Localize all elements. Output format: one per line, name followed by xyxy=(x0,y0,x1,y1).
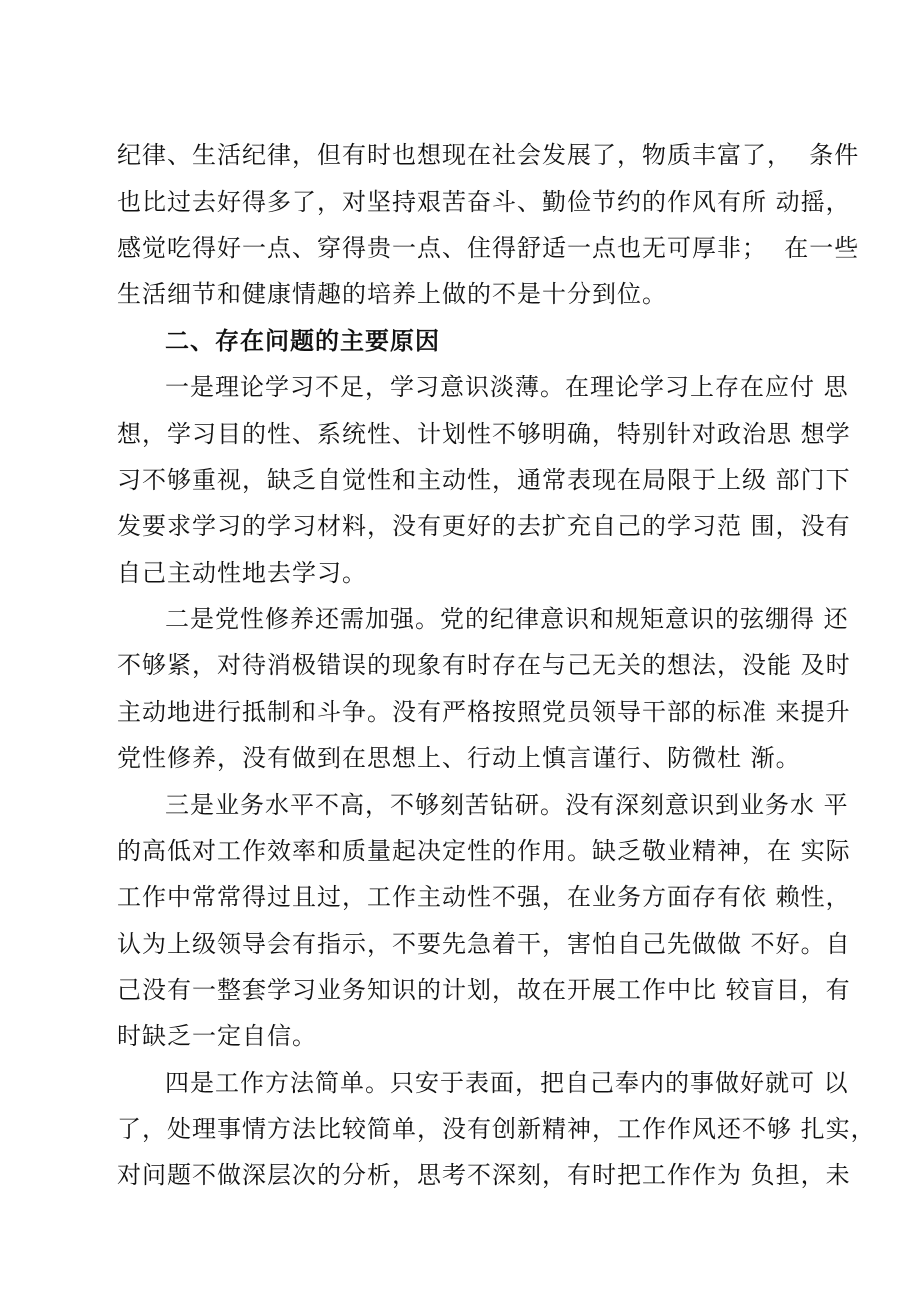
text-line: 生活细节和健康情趣的培养上做的不是十分到位。 xyxy=(117,280,667,308)
text-line: 主动地进行抵制和斗争。没有严格按照党员领导干部的标准 来提升 xyxy=(117,698,851,726)
text-line: 工作中常常得过且过，工作主动性不强，在业务方面存有依 赖性， xyxy=(117,883,851,911)
text-line: 的高低对工作效率和质量起决定性的作用。缺乏敬业精神，在 实际 xyxy=(117,837,851,865)
text-line: 三是业务水平不高，不够刻苦钻研。没有深刻意识到业务水 平 xyxy=(165,791,849,819)
text-line: 纪律、生活纪律，但有时也想现在社会发展了，物质丰富了， 条件 xyxy=(117,141,860,169)
text-line: 想，学习目的性、系统性、计划性不够明确，特别针对政治思 想学 xyxy=(117,420,851,448)
text-line: 时缺乏一定自信。 xyxy=(117,1022,317,1050)
text-line: 二是党性修养还需加强。党的纪律意识和规矩意识的弦绷得 还 xyxy=(165,605,849,633)
section-heading: 二、存在问题的主要原因 xyxy=(165,327,440,355)
text-line: 党性修养，没有做到在思想上、行动上慎言谨行、防微杜 渐。 xyxy=(117,744,801,772)
text-line: 不够紧，对待消极错误的现象有时存在与己无关的想法，没能 及时 xyxy=(117,651,851,679)
text-line: 习不够重视，缺乏自觉性和主动性，通常表现在局限于上级 部门下 xyxy=(117,466,851,494)
text-line: 己没有一整套学习业务知识的计划，故在开展工作中比 较盲目，有 xyxy=(117,976,851,1004)
text-line: 发要求学习的学习材料，没有更好的去扩充自己的学习范 围，没有 xyxy=(117,512,851,540)
text-line: 认为上级领导会有指示，不要先急着干，害怕自己先做做 不好。自 xyxy=(117,930,851,958)
text-line: 对问题不做深层次的分析，思考不深刻，有时把工作作为 负担，未 xyxy=(117,1161,851,1189)
text-line: 了，处理事情方法比较简单，没有创新精神，工作作风还不够 扎实， xyxy=(117,1115,876,1143)
text-line: 四是工作方法简单。只安于表面，把自己奉内的事做好就可 以 xyxy=(165,1069,849,1097)
text-line: 一是理论学习不足，学习意识淡薄。在理论学习上存在应付 思 xyxy=(165,373,849,401)
text-line: 也比过去好得多了，对坚持艰苦奋斗、勤俭节约的作风有所 动摇， xyxy=(117,188,851,216)
text-line: 感觉吃得好一点、穿得贵一点、住得舒适一点也无可厚非； 在一些 xyxy=(117,234,860,262)
text-line: 自己主动性地去学习。 xyxy=(117,559,367,587)
